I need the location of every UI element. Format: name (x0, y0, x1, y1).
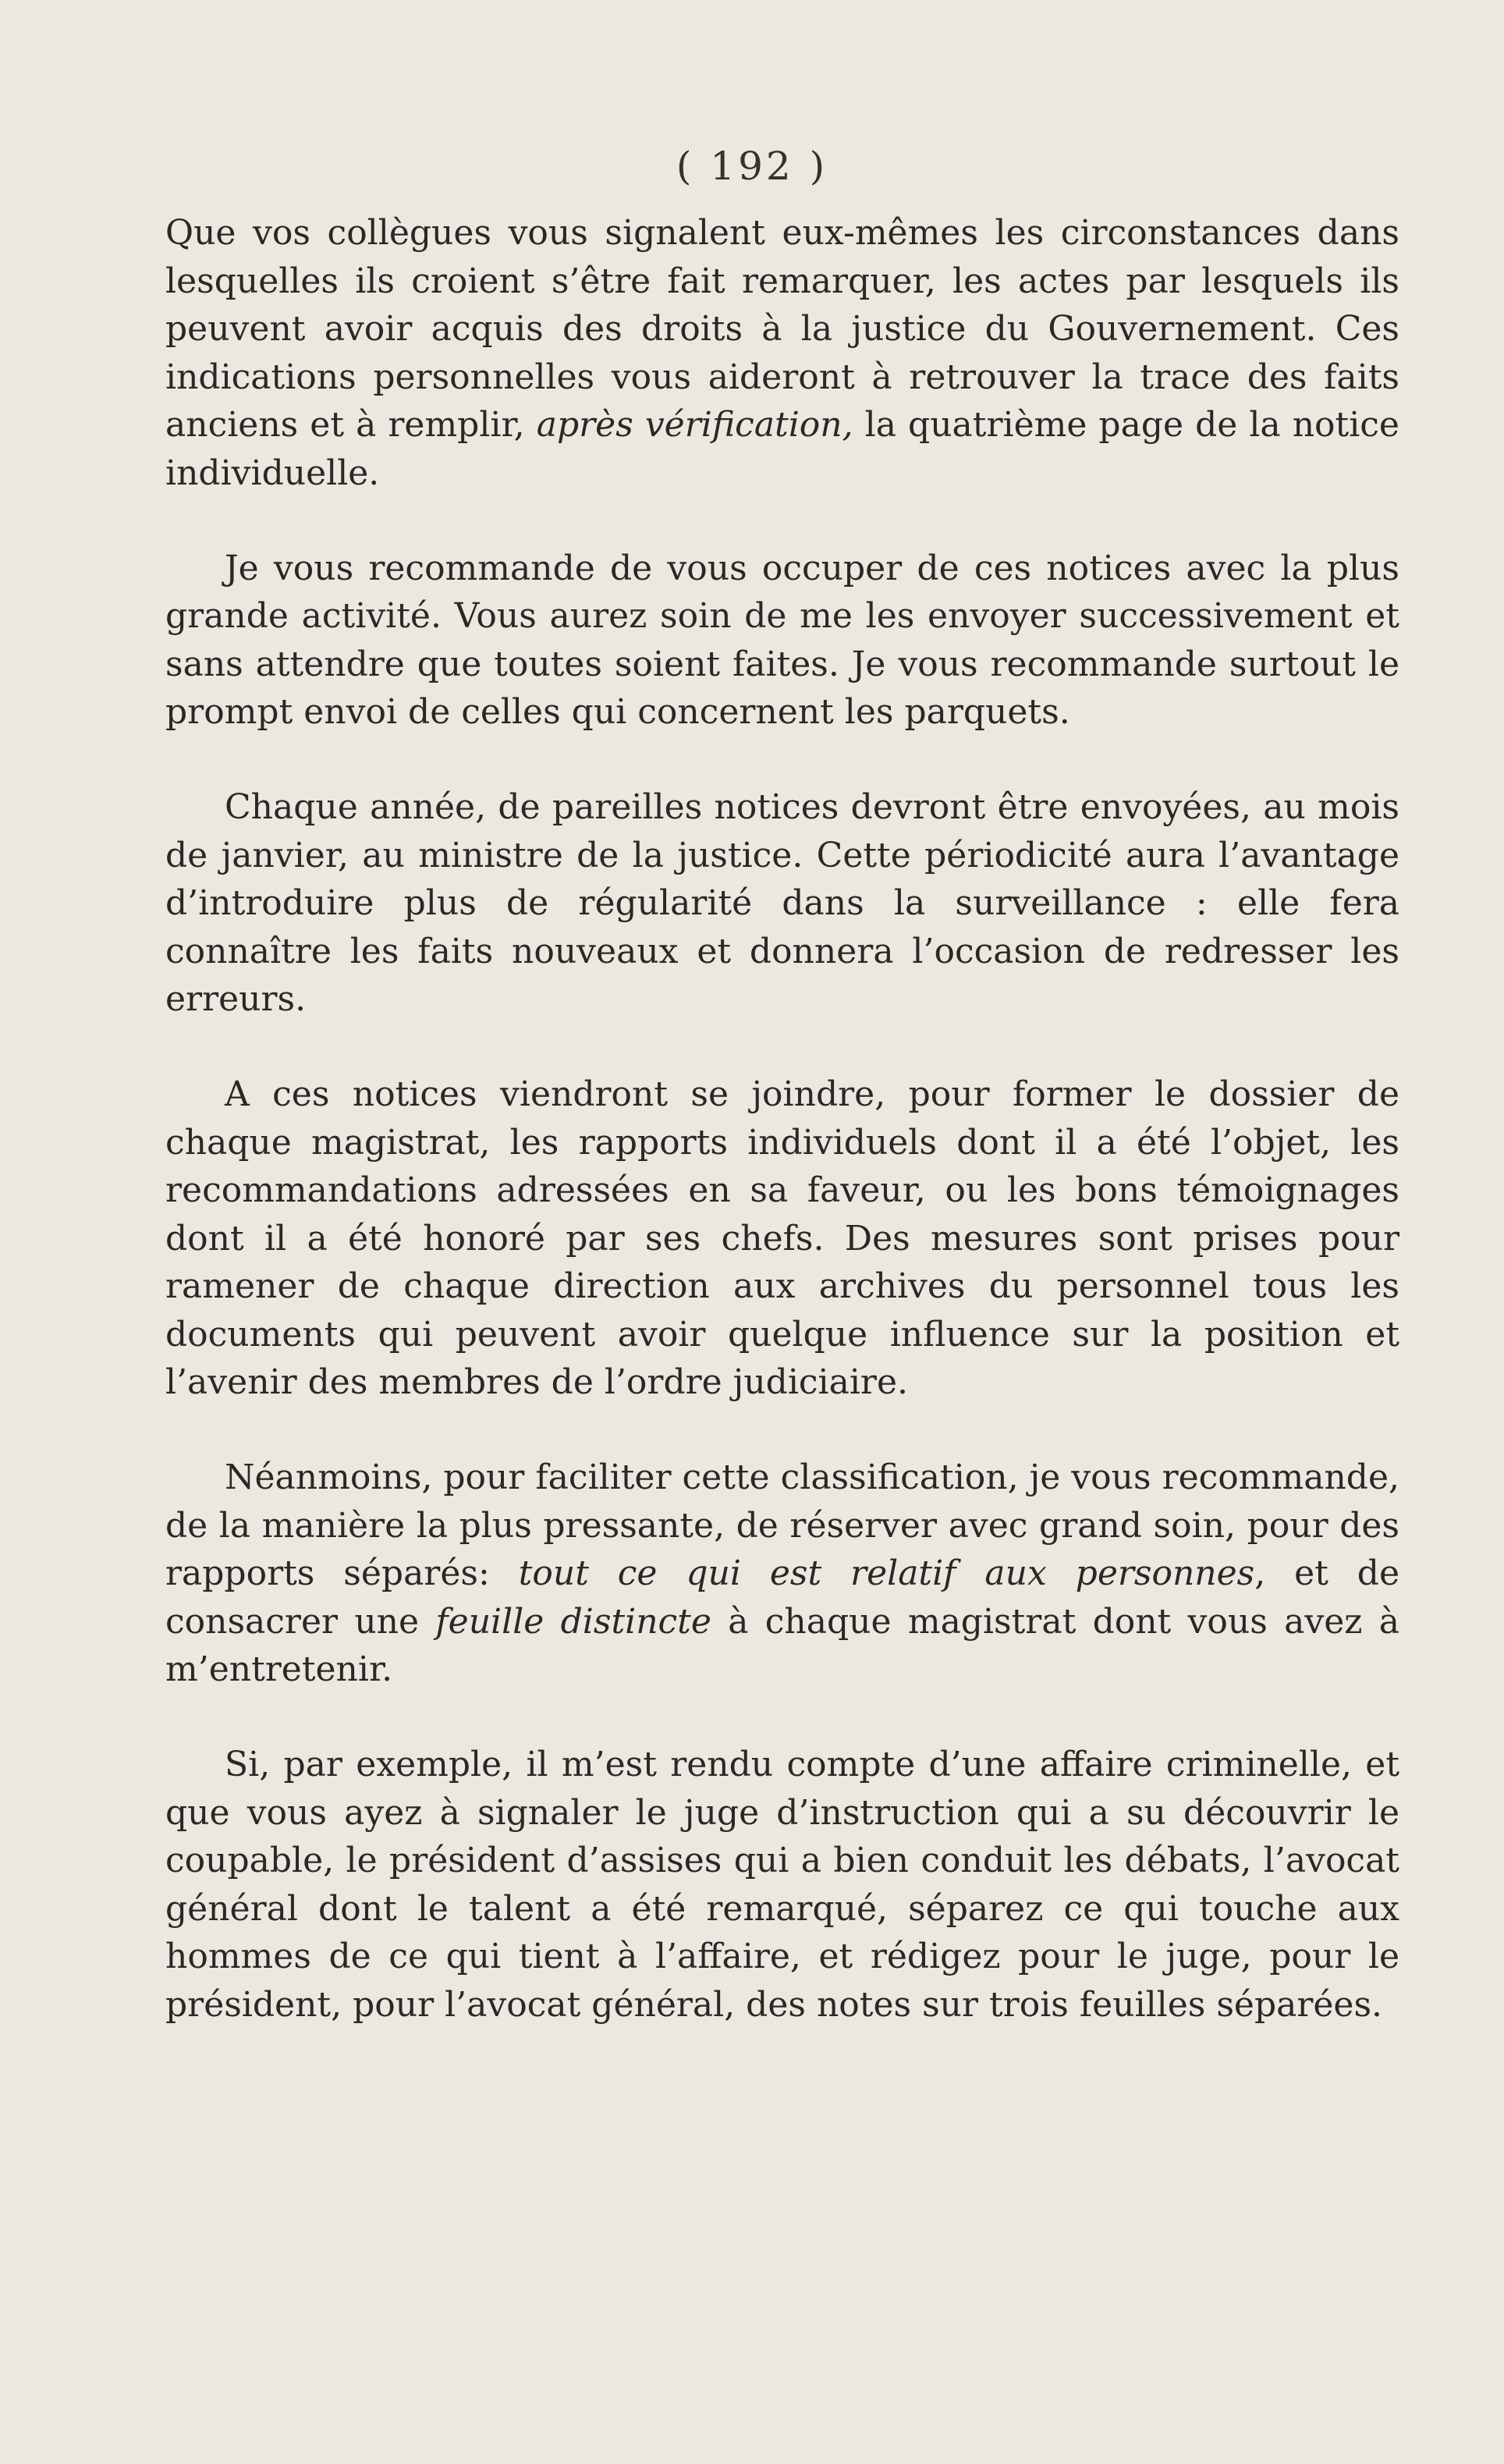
italic-phrase: tout ce qui est relatif aux personnes (518, 1553, 1255, 1594)
text-run: , et de consacrer une (165, 1553, 1399, 1642)
text-run: Chaque année, de pareilles notices devront être envoyées, au mois de janvier, au ministre de la justice. Cette périodicité aura l’avantage d’introduire plus de régularité dans la surveillance : elle fera connaître les faits nouveaux et donnera l’occasion de redresser les erreurs. (165, 786, 1399, 1020)
page-number: ( 192 ) (676, 144, 828, 189)
paragraph (165, 209, 1399, 498)
italic-phrase: après vérification, (536, 405, 853, 446)
body-text (165, 209, 1399, 2029)
text-run: Néanmoins, pour faciliter cette classification, je vous recommande, de la manière la plus pressante, de réserver avec grand soin, pour des rapports séparés: (165, 1457, 1399, 1594)
italic-phrase: feuille distincte (435, 1601, 711, 1642)
text-run: Que vos collègues vous signalent eux-mêmes les circonstances dans lesquelles ils croient s’être fait remarquer, les actes par lesquels ils peuvent avoir acquis des droits à la justice du Gouvernement. Ces indications personnelles vous aideront à retrouver la trace des faits anciens et à remplir, (165, 213, 1399, 446)
paragraph (165, 1454, 1399, 1694)
paragraph (165, 545, 1399, 737)
paragraph (165, 783, 1399, 1024)
text-run: Je vous recommande de vous occuper de ces notices avec la plus grande activité. Vous aurez soin de me les envoyer successivement et sans attendre que toutes soient faites. Je vous recommande surtout le prompt envoi de celles qui concernent les parquets. (165, 548, 1399, 733)
text-run: A ces notices viendront se joindre, pour former le dossier de chaque magistrat, les rapports individuels dont il a été l’objet, les recommandations adressées en sa faveur, ou les bons témoignages dont il a été honoré par ses chefs. Des mesures sont prises pour ramener de chaque direction aux archives du personnel tous les documents qui peuvent avoir quelque influence sur la position et l’avenir des membres de l’ordre judiciaire. (165, 1074, 1399, 1403)
text-run: à chaque magistrat dont vous avez à m’entretenir. (165, 1601, 1400, 1690)
paragraph (165, 1741, 1399, 2029)
text-run: la quatrième page de la notice individuelle. (165, 405, 1399, 493)
text-run: Si, par exemple, il m’est rendu compte d’une affaire criminelle, et que vous ayez à signaler le juge d’instruction qui a su découvrir le coupable, le président d’assises qui a bien conduit les débats, l’avocat général dont le talent a été remarqué, séparez ce qui touche aux hommes de ce qui tient à l’affaire, et rédigez pour le juge, pour le président, pour l’avocat général, des notes sur trois feuilles séparées. (165, 1745, 1399, 2025)
paragraph (165, 1070, 1399, 1407)
